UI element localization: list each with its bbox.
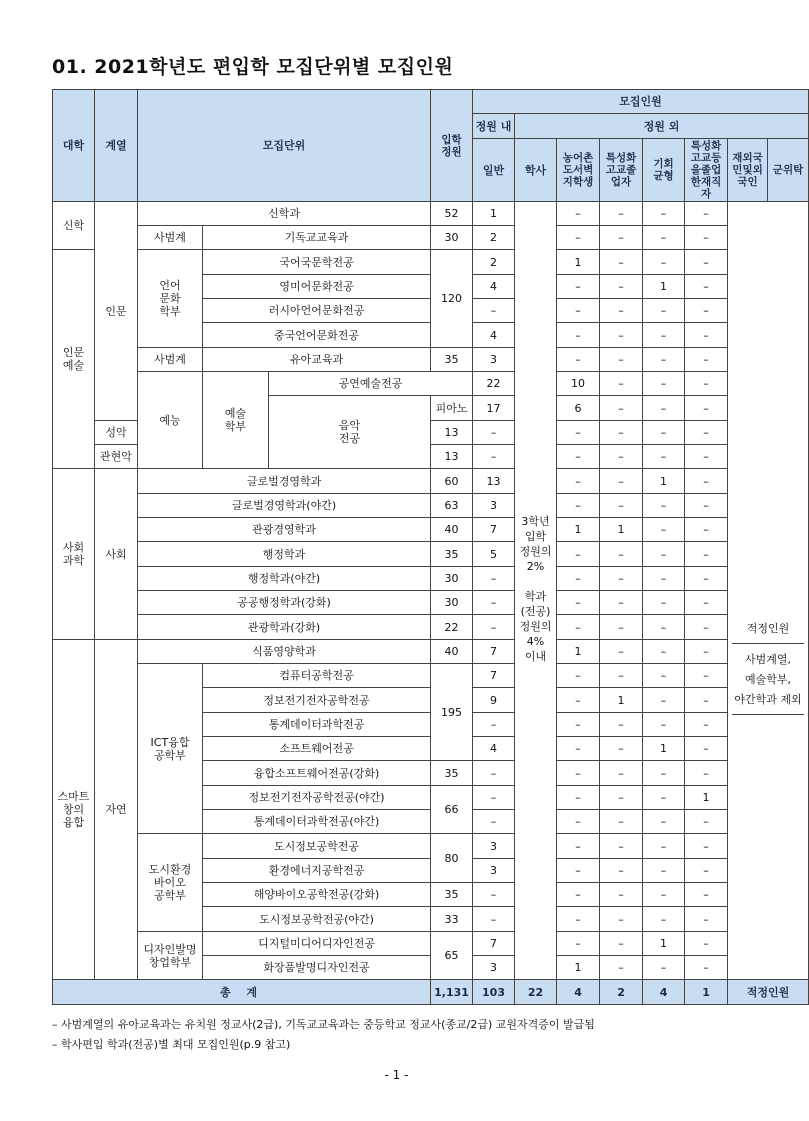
unit-name: 정보전기전자공학전공 [203, 688, 431, 713]
special-hs-cell: – [600, 737, 643, 761]
special-hs-cell: – [600, 323, 643, 348]
general-cell: – [473, 591, 515, 615]
rural-cell: – [557, 932, 600, 956]
rural-cell: – [600, 372, 643, 396]
general-cell: 13 [473, 469, 515, 494]
unit-name: 글로벌경영학과 [138, 469, 431, 494]
rural-cell: – [557, 761, 600, 786]
quota-cell: 17 [473, 396, 515, 421]
special-hs-cell: – [600, 469, 643, 494]
page-number: - 1 - [384, 1068, 409, 1082]
total-label: 총 계 [53, 980, 431, 1005]
rural-cell: – [557, 494, 600, 518]
total-extra: 적정인원 [728, 980, 809, 1005]
header-unit: 모집단위 [138, 90, 431, 202]
special-hs-cell: – [600, 299, 643, 323]
college-cell: 신학 [53, 202, 95, 250]
unit-name: 디지털미디어디자인전공 [203, 932, 431, 956]
unit-name: 신학과 [138, 202, 431, 226]
general-cell: 7 [473, 518, 515, 542]
proper-note: 사범계열, 예술학부, 야간학과 제외 [734, 653, 802, 706]
total-special-emp: 1 [685, 980, 728, 1005]
special-emp-cell: – [685, 421, 728, 445]
total-rural: 4 [557, 980, 600, 1005]
rural-cell: – [557, 883, 600, 907]
unit-name: 국어국문학전공 [203, 250, 431, 275]
special-emp-cell: 1 [685, 786, 728, 810]
unit-name: 중국언어문화전공 [203, 323, 431, 348]
total-quota: 1,131 [431, 980, 473, 1005]
special-emp-cell: – [685, 810, 728, 834]
special-hs-cell: 1 [600, 688, 643, 713]
special-hs-cell: – [600, 542, 643, 567]
header-special-emp: 특성화고교등을졸업한재직자 [685, 139, 728, 202]
equal-cell: – [643, 713, 685, 737]
general-cell: 2 [473, 250, 515, 275]
rural-cell: – [557, 737, 600, 761]
general-cell: 4 [473, 323, 515, 348]
general-cell: 7 [473, 932, 515, 956]
rural-cell: – [557, 202, 600, 226]
special-hs-cell: – [600, 883, 643, 907]
special-hs-cell: – [643, 372, 685, 396]
unit-name: 해양바이오공학전공(강화) [203, 883, 431, 907]
unit-name: 유아교육과 [203, 348, 431, 372]
special-hs-cell: – [600, 761, 643, 786]
special-emp-cell: – [685, 907, 728, 932]
special-emp-cell: – [685, 664, 728, 688]
general-cell: 1 [473, 202, 515, 226]
footnotes [52, 1015, 595, 1055]
general-cell: 9 [473, 688, 515, 713]
rural-cell: 1 [557, 250, 600, 275]
quota-cell: 35 [431, 761, 473, 786]
total-equal: 4 [643, 980, 685, 1005]
equal-cell: – [643, 591, 685, 615]
quota-cell: 35 [431, 348, 473, 372]
rural-cell: – [557, 469, 600, 494]
special-hs-cell: – [600, 445, 643, 469]
special-hs-cell: – [600, 348, 643, 372]
unit-name: 관현악 [95, 445, 138, 469]
proper-note-cell [728, 202, 809, 980]
header-general: 일반 [473, 139, 515, 202]
special-hs-cell: – [600, 202, 643, 226]
special-hs-cell: – [600, 250, 643, 275]
unit-name: 통계데이터과학전공 [203, 713, 431, 737]
equal-cell: – [643, 348, 685, 372]
rural-cell: – [557, 445, 600, 469]
special-hs-cell: 1 [600, 518, 643, 542]
header-special-hs: 특성화고교졸업자 [600, 139, 643, 202]
special-hs-cell: – [600, 859, 643, 883]
quota-cell: 13 [431, 421, 473, 445]
college-cell: 사회 과학 [53, 469, 95, 640]
general-cell: 3 [473, 494, 515, 518]
special-emp-cell: – [685, 834, 728, 859]
special-emp-cell: – [685, 323, 728, 348]
rural-cell: – [557, 664, 600, 688]
special-hs-cell: – [600, 932, 643, 956]
rural-cell: – [557, 226, 600, 250]
rural-cell: – [557, 786, 600, 810]
rural-cell: 1 [557, 640, 600, 664]
quota-cell: 60 [431, 469, 473, 494]
header-out-quota: 정원 외 [515, 114, 809, 139]
unit-name: 컴퓨터공학전공 [203, 664, 431, 688]
general-cell: – [473, 421, 515, 445]
subgroup-cell: 음악 전공 [269, 396, 431, 469]
unit-name: 통계데이터과학전공(야간) [203, 810, 431, 834]
special-emp-cell: – [685, 348, 728, 372]
total-special-hs: 2 [600, 980, 643, 1005]
special-emp-cell: – [685, 250, 728, 275]
rural-cell: 1 [557, 956, 600, 980]
header-equal: 기회균형 [643, 139, 685, 202]
equal-cell: – [643, 859, 685, 883]
group-cell: 사범계 [138, 348, 203, 372]
special-emp-cell: – [685, 494, 728, 518]
special-hs-cell: – [600, 834, 643, 859]
college-cell: 스마트 창의 융합 [53, 640, 95, 980]
special-emp-cell: – [685, 688, 728, 713]
equal-cell: – [643, 688, 685, 713]
rural-cell: – [557, 275, 600, 299]
equal-cell: 1 [643, 737, 685, 761]
general-cell: – [473, 299, 515, 323]
unit-name: 영미어문화전공 [203, 275, 431, 299]
general-cell: 3 [473, 348, 515, 372]
special-hs-cell: – [600, 591, 643, 615]
quota-cell: 35 [431, 542, 473, 567]
general-cell: 4 [473, 275, 515, 299]
header-college: 대학 [53, 90, 95, 202]
special-hs-cell: – [600, 786, 643, 810]
special-emp-cell: – [685, 226, 728, 250]
quota-cell: 30 [431, 591, 473, 615]
equal-cell: – [643, 226, 685, 250]
rural-cell: – [557, 421, 600, 445]
general-cell: 10 [557, 372, 600, 396]
equal-cell: 1 [643, 469, 685, 494]
special-emp-cell: – [685, 713, 728, 737]
special-hs-cell: – [600, 226, 643, 250]
equal-cell: – [643, 786, 685, 810]
header-quota: 입학정원 [431, 90, 473, 202]
special-emp-cell: – [685, 737, 728, 761]
equal-cell: 1 [643, 275, 685, 299]
equal-cell: – [643, 615, 685, 640]
general-cell: – [473, 567, 515, 591]
special-emp-cell: – [685, 202, 728, 226]
equal-cell: – [643, 567, 685, 591]
group-cell: 언어 문화 학부 [138, 250, 203, 348]
rural-cell: 1 [557, 518, 600, 542]
general-cell: 7 [473, 664, 515, 688]
unit-name: 공연예술전공 [269, 372, 473, 396]
rural-cell: – [557, 591, 600, 615]
quota-cell: 13 [431, 445, 473, 469]
quota-cell: 52 [431, 202, 473, 226]
special-hs-cell: – [600, 615, 643, 640]
unit-name: 화장품발명디자인전공 [203, 956, 431, 980]
equal-cell: – [643, 907, 685, 932]
header-track: 계열 [95, 90, 138, 202]
recruitment-table [52, 89, 809, 1005]
special-hs-cell: – [600, 640, 643, 664]
quota-cell: 80 [431, 834, 473, 883]
general-cell: – [473, 810, 515, 834]
general-cell: 4 [473, 737, 515, 761]
special-emp-cell: – [685, 445, 728, 469]
equal-cell: – [643, 834, 685, 859]
header-in-quota: 정원 내 [473, 114, 515, 139]
equal-cell: – [643, 445, 685, 469]
unit-name: 행정학과 [138, 542, 431, 567]
general-cell: – [473, 907, 515, 932]
equal-cell: – [643, 956, 685, 980]
bachelor-note: 3학년 입학 정원의 2% 학과 (전공) 정원의 4% 이내 [515, 202, 557, 980]
header-military: 군위탁 [768, 139, 809, 202]
quota-cell: 33 [431, 907, 473, 932]
special-hs-cell: – [600, 567, 643, 591]
group-cell: 예술 학부 [203, 372, 269, 469]
footnote: – 학사편입 학과(전공)별 최대 모집인원(p.9 참고) [52, 1038, 291, 1051]
general-cell: 6 [557, 396, 600, 421]
quota-cell: 195 [431, 664, 473, 761]
special-hs-cell: – [600, 421, 643, 445]
equal-cell: – [643, 299, 685, 323]
equal-cell: – [685, 396, 728, 421]
track-cell: 자연 [95, 640, 138, 980]
equal-cell: – [643, 518, 685, 542]
quota-cell: 30 [431, 226, 473, 250]
general-cell: 2 [473, 226, 515, 250]
special-emp-cell: – [685, 518, 728, 542]
rural-cell: – [557, 567, 600, 591]
quota-cell: 30 [431, 567, 473, 591]
quota-cell: 40 [431, 640, 473, 664]
header-recruit: 모집인원 [473, 90, 809, 114]
rural-cell: – [557, 713, 600, 737]
rural-cell: – [557, 323, 600, 348]
quota-cell: 22 [431, 615, 473, 640]
special-emp-cell: – [685, 956, 728, 980]
special-emp-cell: – [685, 469, 728, 494]
quota-cell: 35 [431, 883, 473, 907]
special-emp-cell: – [685, 299, 728, 323]
unit-name: 피아노 [431, 396, 473, 421]
college-cell: 인문 예술 [53, 250, 95, 469]
group-cell: 도시환경 바이오 공학부 [138, 834, 203, 932]
general-cell: – [473, 713, 515, 737]
special-hs-cell: – [643, 396, 685, 421]
general-cell: – [473, 761, 515, 786]
rural-cell: – [600, 396, 643, 421]
quota-cell: 40 [431, 518, 473, 542]
equal-cell: – [643, 664, 685, 688]
special-emp-cell: – [685, 640, 728, 664]
quota-cell: 120 [431, 250, 473, 348]
special-emp-cell: – [685, 761, 728, 786]
rural-cell: – [557, 834, 600, 859]
rural-cell: – [557, 688, 600, 713]
unit-name: 성악 [95, 421, 138, 445]
equal-cell: – [643, 542, 685, 567]
rural-cell: – [557, 542, 600, 567]
header-bachelor: 학사 [515, 139, 557, 202]
equal-cell: – [643, 640, 685, 664]
quota-cell: 65 [431, 932, 473, 980]
unit-name: 도시정보공학전공(야간) [203, 907, 431, 932]
equal-cell: – [643, 323, 685, 348]
unit-name: 소프트웨어전공 [203, 737, 431, 761]
special-emp-cell: – [685, 591, 728, 615]
equal-cell: – [643, 810, 685, 834]
special-emp-cell: – [685, 859, 728, 883]
general-cell: – [473, 445, 515, 469]
equal-cell: – [643, 202, 685, 226]
unit-name: 공공행정학과(강화) [138, 591, 431, 615]
general-cell: – [473, 883, 515, 907]
special-emp-cell: – [685, 542, 728, 567]
special-emp-cell: – [685, 275, 728, 299]
total-general: 103 [473, 980, 515, 1005]
unit-name: 관광학과(강화) [138, 615, 431, 640]
unit-name: 정보전기전자공학전공(야간) [203, 786, 431, 810]
special-hs-cell: – [600, 713, 643, 737]
special-emp-cell: – [685, 932, 728, 956]
general-cell: 5 [473, 542, 515, 567]
unit-name: 러시아언어문화전공 [203, 299, 431, 323]
equal-cell: 1 [643, 932, 685, 956]
special-emp-cell: – [685, 567, 728, 591]
general-cell: – [473, 786, 515, 810]
unit-name: 융합소프트웨어전공(강화) [203, 761, 431, 786]
general-cell: – [473, 615, 515, 640]
special-emp-cell: – [685, 883, 728, 907]
rural-cell: – [557, 907, 600, 932]
special-hs-cell: – [600, 810, 643, 834]
group-cell: 디자인발명 창업학부 [138, 932, 203, 980]
unit-name: 기독교교육과 [203, 226, 431, 250]
rural-cell: – [557, 348, 600, 372]
special-emp-cell: – [685, 615, 728, 640]
equal-cell: – [685, 372, 728, 396]
total-bachelor: 22 [515, 980, 557, 1005]
general-cell: 3 [473, 834, 515, 859]
equal-cell: – [643, 250, 685, 275]
special-hs-cell: – [600, 494, 643, 518]
track-cell: 인문 [95, 202, 138, 421]
unit-name: 도시정보공학전공 [203, 834, 431, 859]
unit-name: 환경에너지공학전공 [203, 859, 431, 883]
equal-cell: – [643, 421, 685, 445]
quota-cell: 63 [431, 494, 473, 518]
header-foreign: 재외국민및외국인 [728, 139, 768, 202]
unit-name: 행정학과(야간) [138, 567, 431, 591]
group-cell: ICT융합 공학부 [138, 664, 203, 834]
rural-cell: – [557, 615, 600, 640]
special-hs-cell: – [600, 907, 643, 932]
group-cell: 사범계 [138, 226, 203, 250]
track-cell: 예능 [138, 372, 203, 469]
footnote: – 사범계열의 유아교육과는 유치원 정교사(2급), 기독교교육과는 중등학교 정교사(종교/2급) 교원자격증이 발급됨 [52, 1018, 595, 1031]
unit-name: 글로벌경영학과(야간) [138, 494, 431, 518]
general-cell: 7 [473, 640, 515, 664]
equal-cell: – [643, 761, 685, 786]
special-hs-cell: – [600, 275, 643, 299]
rural-cell: – [557, 810, 600, 834]
rural-cell: – [557, 859, 600, 883]
equal-cell: – [643, 494, 685, 518]
page-title: 01. 2021학년도 편입학 모집단위별 모집인원 [52, 56, 454, 78]
header-rural: 농어촌도서벽지학생 [557, 139, 600, 202]
proper-label: 적정인원 [746, 622, 790, 635]
unit-name: 관광경영학과 [138, 518, 431, 542]
equal-cell: – [643, 883, 685, 907]
track-cell: 사회 [95, 469, 138, 640]
rural-cell: – [557, 299, 600, 323]
general-cell: 3 [473, 956, 515, 980]
general-cell: 3 [473, 859, 515, 883]
special-hs-cell: – [600, 956, 643, 980]
quota-cell: 66 [431, 786, 473, 834]
quota-cell: 22 [473, 372, 515, 396]
unit-name: 식품영양학과 [138, 640, 431, 664]
special-hs-cell: – [600, 664, 643, 688]
